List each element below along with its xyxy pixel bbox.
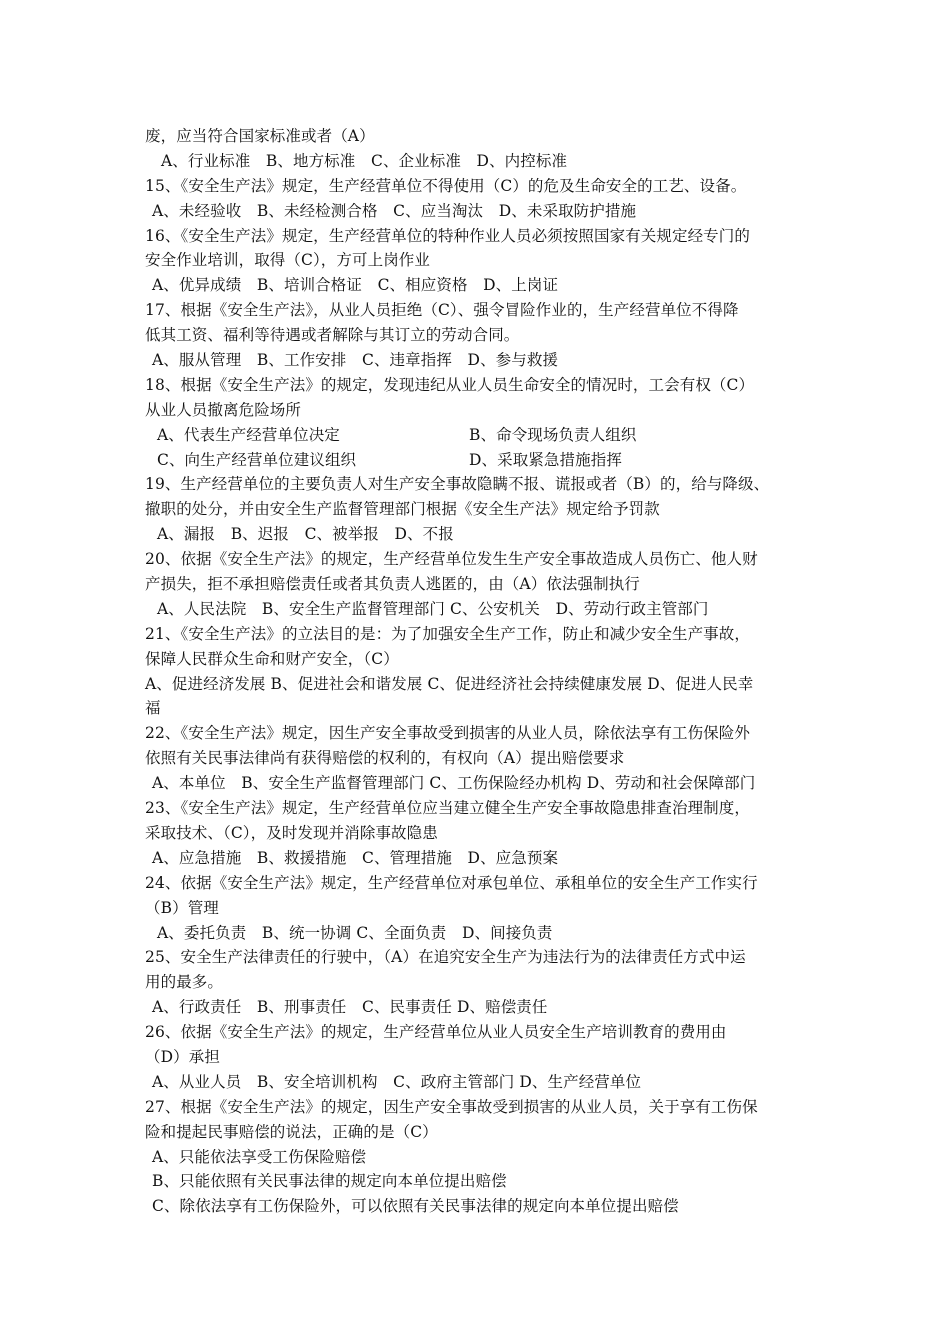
question-20: 20、依据《安全生产法》的规定，生产经营单位发生生产安全事故造成人员伤亡、他人财 [145,550,758,569]
option-line: A、促进经济发展 B、促进社会和谐发展 C、促进经济社会持续健康发展 D、促进人民幸 [145,674,754,693]
question-24: 24、依据《安全生产法》规定，生产经营单位对承包单位、承租单位的安全生产工作实行 [145,873,758,892]
option-line: B、只能依照有关民事法律的规定向本单位提出赔偿 [152,1172,507,1191]
option-a: A、代表生产经营单位决定 [157,425,340,444]
question-17: 17、根据《安全生产法》，从业人员拒绝（C）、强令冒险作业的，生产经营单位不得降 [145,301,739,320]
text-line: 险和提起民事赔偿的说法，正确的是（C） [145,1122,438,1141]
text-line: 安全作业培训，取得（C），方可上岗作业 [145,251,431,270]
question-25: 25、安全生产法律责任的行驶中，（A）在追究安全生产为违法行为的法律责任方式中运 [145,948,746,967]
option-d: D、采取紧急措施指挥 [469,450,622,469]
document-body [145,124,835,1219]
text-line: 废，应当符合国家标准或者（A） [145,127,375,145]
question-16: 16、《安全生产法》规定，生产经营单位的特种作业人员必须按照国家有关规定经专门的 [145,226,750,245]
question-19: 19、生产经营单位的主要负责人对生产安全事故隐瞒不报、谎报或者（B）的，给与降级、 [145,475,770,494]
option-line: A、行政责任 B、刑事责任 C、民事责任 D、赔偿责任 [152,998,548,1017]
text-line: 撤职的处分，并由安全生产监督管理部门根据《安全生产法》规定给予罚款 [145,500,660,519]
option-line: A、委托负责 B、统一协调 C、全面负责 D、间接负责 [157,923,553,942]
question-15: 15、《安全生产法》规定，生产经营单位不得使用（C）的危及生命安全的工艺、设备。 [145,176,747,195]
option-line: A、优异成绩 B、培训合格证 C、相应资格 D、上岗证 [152,276,559,295]
option-row [145,448,835,473]
option-line: A、行业标准 B、地方标准 C、企业标准 D、内控标准 [161,151,568,170]
option-line: A、未经验收 B、未经检测合格 C、应当淘汰 D、未采取防护措施 [152,201,637,220]
text-line: 低其工资、福利等待遇或者解除与其订立的劳动合同。 [145,326,520,345]
option-line: A、漏报 B、迟报 C、被举报 D、不报 [157,525,454,544]
text-line: 保障人民群众生命和财产安全，（C） [145,649,399,668]
question-18: 18、根据《安全生产法》的规定，发现违纪从业人员生命安全的情况时，工会有权（C） [145,375,755,394]
question-26: 26、依据《安全生产法》的规定，生产经营单位从业人员安全生产培训教育的费用由 [145,1023,727,1042]
option-line: A、从业人员 B、安全培训机构 C、政府主管部门 D、生产经营单位 [152,1072,642,1091]
option-line: A、只能依法享受工伤保险赔偿 [152,1147,367,1166]
text-line: 用的最多。 [145,973,224,992]
text-line: 产损失，拒不承担赔偿责任或者其负责人逃匿的，由（A）依法强制执行 [145,575,640,594]
option-line: A、服从管理 B、工作安排 C、违章指挥 D、参与救援 [152,351,559,370]
option-row [145,423,835,448]
text-line: 采取技术、（C），及时发现并消除事故隐患 [145,823,438,842]
text-line: 从业人员撤离危险场所 [145,400,302,419]
question-23: 23、《安全生产法》规定，生产经营单位应当建立健全生产安全事故隐患排查治理制度， [145,799,750,818]
text-line: （D）承担 [145,1047,220,1066]
option-c: C、向生产经营单位建议组织 [157,450,357,469]
question-22: 22、《安全生产法》规定，因生产安全事故受到损害的从业人员，除依法享有工伤保险外 [145,724,750,743]
question-21: 21、《安全生产法》的立法目的是：为了加强安全生产工作，防止和减少安全生产事故， [145,624,750,643]
option-line: A、本单位 B、安全生产监督管理部门 C、工伤保险经办机构 D、劳动和社会保障部门 [152,774,756,793]
option-line: A、人民法院 B、安全生产监督管理部门 C、公安机关 D、劳动行政主管部门 [157,599,709,618]
text-line: 依照有关民事法律尚有获得赔偿的权利的，有权向（A）提出赔偿要求 [145,749,625,768]
option-line: A、应急措施 B、救援措施 C、管理措施 D、应急预案 [152,848,559,867]
text-line: 福 [145,699,161,718]
option-line: C、除依法享有工伤保险外，可以依照有关民事法律的规定向本单位提出赔偿 [152,1197,679,1216]
question-27: 27、根据《安全生产法》的规定，因生产安全事故受到损害的从业人员，关于享有工伤保 [145,1097,758,1116]
text-line: （B）管理 [145,898,219,917]
option-b: B、命令现场负责人组织 [469,425,637,444]
